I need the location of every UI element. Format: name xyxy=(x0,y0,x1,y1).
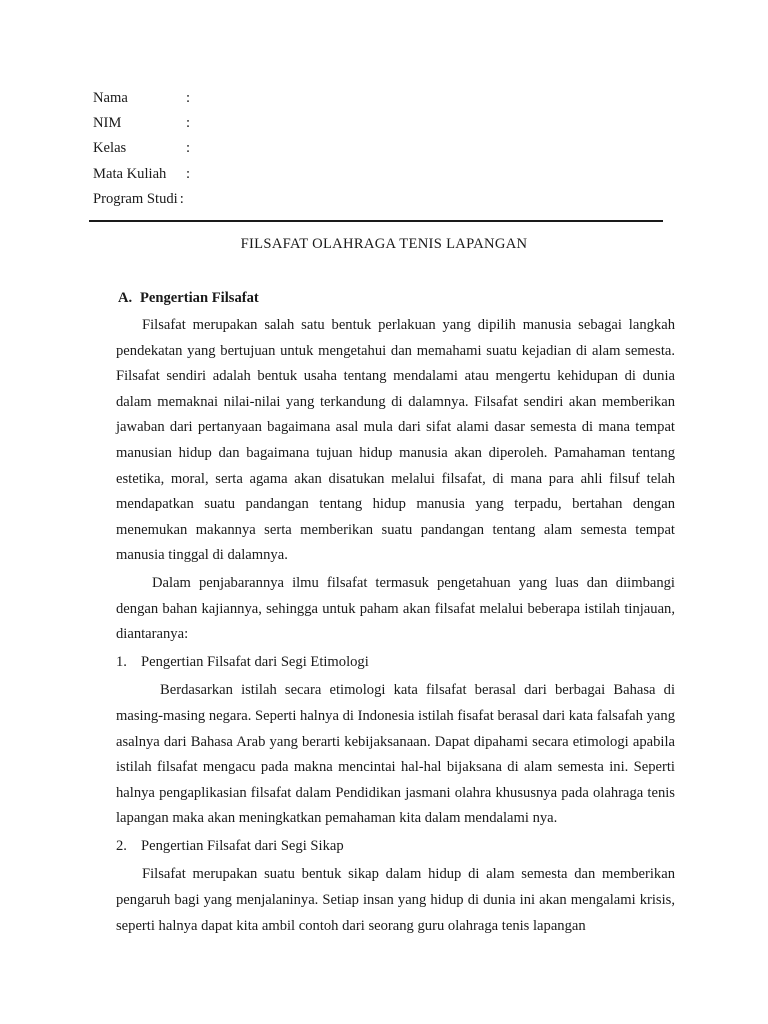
subsection-title: Pengertian Filsafat dari Segi Sikap xyxy=(141,837,344,854)
field-label: Kelas xyxy=(93,140,127,157)
document-title: FILSAFAT OLAHRAGA TENIS LAPANGAN xyxy=(240,236,528,252)
paragraph: Filsafat merupakan salah satu bentuk perlakuan yang dipilih manusia sebagai langkah pendekatan yang bertujuan untuk mengetahui dan memahami suatu kejadian di alam semesta. Filsafat sendiri adalah bentuk usaha tentang mendalami atau mengertu kehidupan di dunia dalam memaknai nilai-nilai yang terkandung di dalamnya. Filsafat sendiri akan memberikan jawaban dari pertanyaan bagaimana asal mula dari sifat alami dasar semesta di mana tempat manusian hidup dan bagaimana tujuan hidup manusia akan diperoleh. Pamahaman tentang estetika, moral, serta agama akan disatukan melalui filsafat, di mana para ahli filsuf telah mendapatkan suatu pandangan tentang hidup manusia yang terpadu, bertahan dengan menemukan makannya serta memberikan suatu pandangan tentang alam semesta tempat manusia tinggal di dalamnya. xyxy=(116,317,675,564)
paragraph: Filsafat merupakan suatu bentuk sikap dalam hidup di alam semesta dan memberikan pengaruh bagi yang menjalaninya. Setiap insan yang hidup di dunia ini akan mengalami krisis, seperti halnya dapat kita ambil contoh dari seorang guru olahraga tenis lapangan xyxy=(116,866,675,934)
info-row-mata-kuliah xyxy=(93,162,196,187)
field-colon: : xyxy=(186,90,191,106)
info-row-nim xyxy=(93,111,196,136)
student-info-block xyxy=(93,86,196,212)
header-divider xyxy=(89,220,663,222)
field-label: Nama xyxy=(93,90,128,106)
field-label: Mata Kuliah xyxy=(93,165,167,182)
field-label: NIM xyxy=(93,115,122,132)
field-colon: : xyxy=(179,190,184,207)
section-number: A. xyxy=(118,290,133,306)
section-heading xyxy=(118,288,675,308)
subsection-number: 1. xyxy=(116,653,127,670)
document-body xyxy=(116,288,675,939)
field-colon: : xyxy=(186,140,191,157)
section-title: Pengertian Filsafat xyxy=(140,290,259,306)
paragraph: Dalam penjabarannya ilmu filsafat termasuk pengetahuan yang luas dan diimbangi dengan bahan kajiannya, sehingga untuk paham akan filsafat melalui beberapa istilah tinjauan, diantaranya: xyxy=(116,574,675,643)
subsection-title: Pengertian Filsafat dari Segi Etimologi xyxy=(141,653,369,670)
subsection-number: 2. xyxy=(116,837,127,854)
field-colon: : xyxy=(186,115,191,132)
field-colon: : xyxy=(186,165,191,182)
field-label: Program Studi xyxy=(93,190,178,207)
paragraph: Berdasarkan istilah secara etimologi kata filsafat berasal dari berbagai Bahasa di masing-masing negara. Seperti halnya di Indonesia istilah fisafat berasal dari kata falsafah yang asalnya dari Bahasa Arab yang berarti kebijaksanaan. Dapat dipahami secara etimologi apabila istilah filsafat mengacu pada makna mencintai hal-hal bijaksana di alam semesta ini. Seperti halnya pengaplikasian filsafat dalam Pendidikan jasmani olahra khususnya pada olahraga tenis lapangan maka akan meningkatkan pemahaman kita dalam mendalami nya. xyxy=(116,682,675,827)
info-row-program-studi xyxy=(93,187,196,212)
info-row-nama xyxy=(93,86,196,111)
info-row-kelas xyxy=(93,136,196,161)
subsection-heading xyxy=(116,650,675,676)
subsection-heading xyxy=(116,834,675,860)
